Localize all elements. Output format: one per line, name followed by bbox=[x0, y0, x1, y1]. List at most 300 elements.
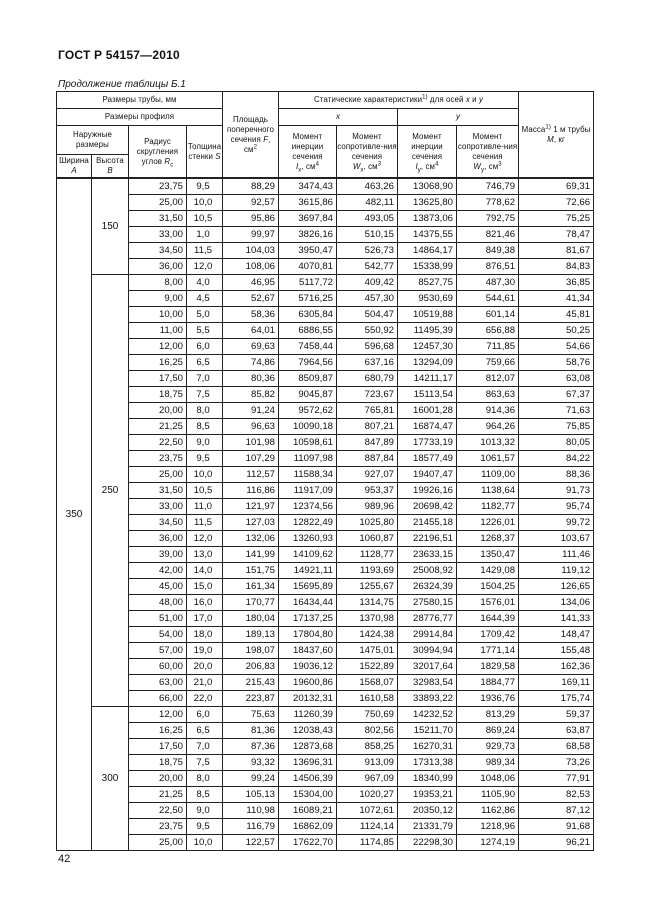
mass-cell: 134,06 bbox=[519, 595, 594, 611]
radius-cell: 22,50 bbox=[129, 435, 187, 451]
wy-cell: 487,30 bbox=[457, 275, 519, 291]
ix-cell: 7458,44 bbox=[279, 339, 337, 355]
mass-cell: 91,68 bbox=[519, 819, 594, 835]
mass-cell: 54,66 bbox=[519, 339, 594, 355]
mass-cell: 36,85 bbox=[519, 275, 594, 291]
radius-cell: 17,50 bbox=[129, 371, 187, 387]
ix-cell: 5716,25 bbox=[279, 291, 337, 307]
table-header bbox=[57, 92, 594, 179]
radius-cell: 48,00 bbox=[129, 595, 187, 611]
area-cell: 93,32 bbox=[223, 755, 279, 771]
table-row bbox=[57, 803, 594, 819]
wy-cell: 1061,57 bbox=[457, 451, 519, 467]
ix-cell: 12822,49 bbox=[279, 515, 337, 531]
table-row bbox=[57, 835, 594, 851]
table-row bbox=[57, 611, 594, 627]
ix-cell: 10598,61 bbox=[279, 435, 337, 451]
wx-cell: 504,47 bbox=[337, 307, 398, 323]
ix-cell: 3615,86 bbox=[279, 195, 337, 211]
iy-cell: 28776,77 bbox=[398, 611, 457, 627]
thickness-cell: 7,0 bbox=[187, 371, 223, 387]
wx-cell: 1025,80 bbox=[337, 515, 398, 531]
header-profile-dims: Размеры профиля bbox=[57, 109, 223, 126]
wx-cell: 463,26 bbox=[337, 178, 398, 195]
mass-cell: 82,53 bbox=[519, 787, 594, 803]
radius-cell: 66,00 bbox=[129, 691, 187, 707]
table-row bbox=[57, 579, 594, 595]
wy-cell: 1709,42 bbox=[457, 627, 519, 643]
ix-cell: 9572,62 bbox=[279, 403, 337, 419]
area-cell: 206,83 bbox=[223, 659, 279, 675]
table-row bbox=[57, 627, 594, 643]
header-area: Площадь поперечного сечения F, $см^2$ bbox=[223, 92, 279, 179]
wx-cell: 1193,69 bbox=[337, 563, 398, 579]
iy-cell: 17313,38 bbox=[398, 755, 457, 771]
wy-cell: 1226,01 bbox=[457, 515, 519, 531]
wy-cell: 656,88 bbox=[457, 323, 519, 339]
iy-cell: 8527,75 bbox=[398, 275, 457, 291]
ix-cell: 15695,89 bbox=[279, 579, 337, 595]
area-cell: 92,57 bbox=[223, 195, 279, 211]
radius-cell: 60,00 bbox=[129, 659, 187, 675]
table-row bbox=[57, 787, 594, 803]
wx-cell: 847,89 bbox=[337, 435, 398, 451]
table-row bbox=[57, 195, 594, 211]
wy-cell: 1182,77 bbox=[457, 499, 519, 515]
iy-cell: 19926,16 bbox=[398, 483, 457, 499]
ix-cell: 16089,21 bbox=[279, 803, 337, 819]
iy-cell: 17733,19 bbox=[398, 435, 457, 451]
mass-cell: 148,47 bbox=[519, 627, 594, 643]
radius-cell: 23,75 bbox=[129, 819, 187, 835]
area-cell: 75,63 bbox=[223, 707, 279, 723]
mass-cell: 50,25 bbox=[519, 323, 594, 339]
area-cell: 189,13 bbox=[223, 627, 279, 643]
wy-cell: 1504,25 bbox=[457, 579, 519, 595]
header-wx: Момент сопротивле-ния сечения $W_x$, $см^3$ bbox=[337, 126, 398, 179]
area-cell: 180,04 bbox=[223, 611, 279, 627]
thickness-cell: 11,0 bbox=[187, 499, 223, 515]
thickness-cell: 10,5 bbox=[187, 483, 223, 499]
header-wy: Момент сопротивле-ния сечения $W_y$, $см^3$ bbox=[457, 126, 519, 179]
table-row bbox=[57, 659, 594, 675]
header-outer-dims: Наружные размеры bbox=[57, 126, 129, 155]
table-row bbox=[57, 531, 594, 547]
mass-cell: 72,66 bbox=[519, 195, 594, 211]
iy-cell: 14864,17 bbox=[398, 243, 457, 259]
area-cell: 107,29 bbox=[223, 451, 279, 467]
width-cell: 350 bbox=[57, 178, 92, 851]
thickness-cell: 6,5 bbox=[187, 355, 223, 371]
iy-cell: 26324,39 bbox=[398, 579, 457, 595]
mass-cell: 63,87 bbox=[519, 723, 594, 739]
header-pipe-dims: Размеры трубы, мм bbox=[57, 92, 223, 109]
area-cell: 223,87 bbox=[223, 691, 279, 707]
radius-cell: 25,00 bbox=[129, 835, 187, 851]
mass-cell: 95,74 bbox=[519, 499, 594, 515]
thickness-cell: 21,0 bbox=[187, 675, 223, 691]
iy-cell: 32983,54 bbox=[398, 675, 457, 691]
wy-cell: 1350,47 bbox=[457, 547, 519, 563]
table-row bbox=[57, 243, 594, 259]
thickness-cell: 9,5 bbox=[187, 451, 223, 467]
area-cell: 127,03 bbox=[223, 515, 279, 531]
wy-cell: 544,61 bbox=[457, 291, 519, 307]
iy-cell: 30994,94 bbox=[398, 643, 457, 659]
thickness-cell: 18,0 bbox=[187, 627, 223, 643]
table-row bbox=[57, 419, 594, 435]
wx-cell: 802,56 bbox=[337, 723, 398, 739]
table-row bbox=[57, 387, 594, 403]
iy-cell: 33893,22 bbox=[398, 691, 457, 707]
thickness-cell: 12,0 bbox=[187, 259, 223, 275]
area-cell: 105,13 bbox=[223, 787, 279, 803]
table-row bbox=[57, 707, 594, 723]
wy-cell: 863,63 bbox=[457, 387, 519, 403]
iy-cell: 14232,52 bbox=[398, 707, 457, 723]
wx-cell: 526,73 bbox=[337, 243, 398, 259]
radius-cell: 23,75 bbox=[129, 178, 187, 195]
table-row bbox=[57, 547, 594, 563]
area-cell: 170,77 bbox=[223, 595, 279, 611]
wy-cell: 989,34 bbox=[457, 755, 519, 771]
wy-cell: 711,85 bbox=[457, 339, 519, 355]
iy-cell: 22196,51 bbox=[398, 531, 457, 547]
area-cell: 99,24 bbox=[223, 771, 279, 787]
wy-cell: 964,26 bbox=[457, 419, 519, 435]
ix-cell: 9045,87 bbox=[279, 387, 337, 403]
wy-cell: 1138,64 bbox=[457, 483, 519, 499]
wy-cell: 1105,90 bbox=[457, 787, 519, 803]
table-row bbox=[57, 259, 594, 275]
wx-cell: 723,67 bbox=[337, 387, 398, 403]
radius-cell: 12,00 bbox=[129, 339, 187, 355]
ix-cell: 14921,11 bbox=[279, 563, 337, 579]
area-cell: 116,79 bbox=[223, 819, 279, 835]
height-cell: 300 bbox=[92, 707, 129, 851]
ix-cell: 12873,68 bbox=[279, 739, 337, 755]
thickness-cell: 7,5 bbox=[187, 387, 223, 403]
ix-cell: 7964,56 bbox=[279, 355, 337, 371]
area-cell: 46,95 bbox=[223, 275, 279, 291]
thickness-cell: 11,5 bbox=[187, 243, 223, 259]
radius-cell: 23,75 bbox=[129, 451, 187, 467]
radius-cell: 57,00 bbox=[129, 643, 187, 659]
mass-cell: 91,73 bbox=[519, 483, 594, 499]
thickness-cell: 12,0 bbox=[187, 531, 223, 547]
wx-cell: 1255,67 bbox=[337, 579, 398, 595]
table-caption: Продолжение таблицы Б.1 bbox=[58, 79, 186, 90]
mass-cell: 73,26 bbox=[519, 755, 594, 771]
table-row bbox=[57, 435, 594, 451]
radius-cell: 33,00 bbox=[129, 227, 187, 243]
mass-cell: 84,83 bbox=[519, 259, 594, 275]
area-cell: 151,75 bbox=[223, 563, 279, 579]
iy-cell: 18340,99 bbox=[398, 771, 457, 787]
area-cell: 91,24 bbox=[223, 403, 279, 419]
ix-cell: 19036,12 bbox=[279, 659, 337, 675]
wx-cell: 542,77 bbox=[337, 259, 398, 275]
wx-cell: 1314,75 bbox=[337, 595, 398, 611]
wx-cell: 1072,61 bbox=[337, 803, 398, 819]
area-cell: 132,06 bbox=[223, 531, 279, 547]
radius-cell: 51,00 bbox=[129, 611, 187, 627]
ix-cell: 3826,16 bbox=[279, 227, 337, 243]
wy-cell: 1429,08 bbox=[457, 563, 519, 579]
wx-cell: 596,68 bbox=[337, 339, 398, 355]
wy-cell: 792,75 bbox=[457, 211, 519, 227]
ix-cell: 16862,09 bbox=[279, 819, 337, 835]
table-row bbox=[57, 515, 594, 531]
area-cell: 215,43 bbox=[223, 675, 279, 691]
ix-cell: 17137,25 bbox=[279, 611, 337, 627]
wx-cell: 1475,01 bbox=[337, 643, 398, 659]
thickness-cell: 19,0 bbox=[187, 643, 223, 659]
thickness-cell: 10,0 bbox=[187, 467, 223, 483]
wx-cell: 1370,98 bbox=[337, 611, 398, 627]
wy-cell: 601,14 bbox=[457, 307, 519, 323]
table-row bbox=[57, 291, 594, 307]
table-row bbox=[57, 275, 594, 291]
area-cell: 52,67 bbox=[223, 291, 279, 307]
thickness-cell: 9,5 bbox=[187, 819, 223, 835]
mass-cell: 67,37 bbox=[519, 387, 594, 403]
radius-cell: 12,00 bbox=[129, 707, 187, 723]
mass-cell: 75,85 bbox=[519, 419, 594, 435]
table-row bbox=[57, 451, 594, 467]
area-cell: 87,36 bbox=[223, 739, 279, 755]
thickness-cell: 4,0 bbox=[187, 275, 223, 291]
radius-cell: 16,25 bbox=[129, 355, 187, 371]
wx-cell: 927,07 bbox=[337, 467, 398, 483]
area-cell: 58,36 bbox=[223, 307, 279, 323]
document-code: ГОСТ Р 54157—2010 bbox=[58, 48, 180, 62]
radius-cell: 21,25 bbox=[129, 419, 187, 435]
wx-cell: 913,09 bbox=[337, 755, 398, 771]
wy-cell: 1576,01 bbox=[457, 595, 519, 611]
thickness-cell: 9,0 bbox=[187, 803, 223, 819]
thickness-cell: 7,5 bbox=[187, 755, 223, 771]
ix-cell: 15304,00 bbox=[279, 787, 337, 803]
mass-cell: 80,05 bbox=[519, 435, 594, 451]
iy-cell: 20698,42 bbox=[398, 499, 457, 515]
area-cell: 99,97 bbox=[223, 227, 279, 243]
iy-cell: 9530,69 bbox=[398, 291, 457, 307]
area-cell: 101,98 bbox=[223, 435, 279, 451]
table-row bbox=[57, 739, 594, 755]
radius-cell: 8,00 bbox=[129, 275, 187, 291]
mass-cell: 69,31 bbox=[519, 178, 594, 195]
ix-cell: 11097,98 bbox=[279, 451, 337, 467]
table-row bbox=[57, 227, 594, 243]
table-row bbox=[57, 755, 594, 771]
header-ix: Момент инерции сечения $I_x$, $см^4$ bbox=[279, 126, 337, 179]
mass-cell: 169,11 bbox=[519, 675, 594, 691]
radius-cell: 10,00 bbox=[129, 307, 187, 323]
mass-cell: 41,34 bbox=[519, 291, 594, 307]
iy-cell: 25008,92 bbox=[398, 563, 457, 579]
wx-cell: 953,37 bbox=[337, 483, 398, 499]
wy-cell: 1109,00 bbox=[457, 467, 519, 483]
mass-cell: 78,47 bbox=[519, 227, 594, 243]
mass-cell: 103,67 bbox=[519, 531, 594, 547]
thickness-cell: 16,0 bbox=[187, 595, 223, 611]
thickness-cell: 10,0 bbox=[187, 835, 223, 851]
radius-cell: 33,00 bbox=[129, 499, 187, 515]
area-cell: 85,82 bbox=[223, 387, 279, 403]
iy-cell: 15113,54 bbox=[398, 387, 457, 403]
mass-cell: 75,25 bbox=[519, 211, 594, 227]
area-cell: 88,29 bbox=[223, 178, 279, 195]
thickness-cell: 8,5 bbox=[187, 787, 223, 803]
wy-cell: 778,62 bbox=[457, 195, 519, 211]
table-row bbox=[57, 403, 594, 419]
radius-cell: 34,50 bbox=[129, 243, 187, 259]
thickness-cell: 1,0 bbox=[187, 227, 223, 243]
height-cell: 150 bbox=[92, 178, 129, 275]
header-iy: Момент инерции сечения $I_y$, $см^4$ bbox=[398, 126, 457, 179]
area-cell: 95,86 bbox=[223, 211, 279, 227]
wx-cell: 765,81 bbox=[337, 403, 398, 419]
header-static-chars: Статические характеристики$^{1)}$ для осей x и y bbox=[279, 92, 519, 109]
wy-cell: 1274,19 bbox=[457, 835, 519, 851]
wx-cell: 637,16 bbox=[337, 355, 398, 371]
thickness-cell: 6,0 bbox=[187, 339, 223, 355]
thickness-cell: 20,0 bbox=[187, 659, 223, 675]
iy-cell: 10519,88 bbox=[398, 307, 457, 323]
radius-cell: 36,00 bbox=[129, 259, 187, 275]
radius-cell: 31,50 bbox=[129, 211, 187, 227]
iy-cell: 13294,09 bbox=[398, 355, 457, 371]
radius-cell: 11,00 bbox=[129, 323, 187, 339]
iy-cell: 20350,12 bbox=[398, 803, 457, 819]
iy-cell: 19407,47 bbox=[398, 467, 457, 483]
iy-cell: 21331,79 bbox=[398, 819, 457, 835]
radius-cell: 45,00 bbox=[129, 579, 187, 595]
radius-cell: 36,00 bbox=[129, 531, 187, 547]
wx-cell: 967,09 bbox=[337, 771, 398, 787]
thickness-cell: 6,0 bbox=[187, 707, 223, 723]
table-row bbox=[57, 467, 594, 483]
mass-cell: 162,36 bbox=[519, 659, 594, 675]
ix-cell: 11588,34 bbox=[279, 467, 337, 483]
wy-cell: 821,46 bbox=[457, 227, 519, 243]
wx-cell: 858,25 bbox=[337, 739, 398, 755]
thickness-cell: 17,0 bbox=[187, 611, 223, 627]
table-row bbox=[57, 371, 594, 387]
mass-cell: 81,67 bbox=[519, 243, 594, 259]
area-cell: 69,63 bbox=[223, 339, 279, 355]
wy-cell: 1218,96 bbox=[457, 819, 519, 835]
wy-cell: 849,38 bbox=[457, 243, 519, 259]
radius-cell: 31,50 bbox=[129, 483, 187, 499]
area-cell: 161,34 bbox=[223, 579, 279, 595]
wy-cell: 1936,76 bbox=[457, 691, 519, 707]
thickness-cell: 13,0 bbox=[187, 547, 223, 563]
ix-cell: 18437,60 bbox=[279, 643, 337, 659]
thickness-cell: 9,0 bbox=[187, 435, 223, 451]
area-cell: 121,97 bbox=[223, 499, 279, 515]
wx-cell: 1174,85 bbox=[337, 835, 398, 851]
ix-cell: 20132,31 bbox=[279, 691, 337, 707]
ix-cell: 10090,18 bbox=[279, 419, 337, 435]
table-row bbox=[57, 595, 594, 611]
thickness-cell: 4,5 bbox=[187, 291, 223, 307]
radius-cell: 22,50 bbox=[129, 803, 187, 819]
table-row bbox=[57, 339, 594, 355]
iy-cell: 21455,18 bbox=[398, 515, 457, 531]
thickness-cell: 7,0 bbox=[187, 739, 223, 755]
ix-cell: 3697,84 bbox=[279, 211, 337, 227]
wx-cell: 680,79 bbox=[337, 371, 398, 387]
iy-cell: 16001,28 bbox=[398, 403, 457, 419]
wx-cell: 550,92 bbox=[337, 323, 398, 339]
radius-cell: 9,00 bbox=[129, 291, 187, 307]
table-row bbox=[57, 307, 594, 323]
iy-cell: 14211,17 bbox=[398, 371, 457, 387]
pipe-dimensions-table bbox=[56, 91, 594, 851]
table-row bbox=[57, 771, 594, 787]
header-thickness: Толщина стенки S bbox=[187, 126, 223, 179]
mass-cell: 119,12 bbox=[519, 563, 594, 579]
wx-cell: 1124,14 bbox=[337, 819, 398, 835]
radius-cell: 17,50 bbox=[129, 739, 187, 755]
radius-cell: 39,00 bbox=[129, 547, 187, 563]
mass-cell: 141,33 bbox=[519, 611, 594, 627]
thickness-cell: 5,5 bbox=[187, 323, 223, 339]
radius-cell: 34,50 bbox=[129, 515, 187, 531]
table-body bbox=[57, 178, 594, 851]
mass-cell: 77,91 bbox=[519, 771, 594, 787]
iy-cell: 13625,80 bbox=[398, 195, 457, 211]
iy-cell: 22298,30 bbox=[398, 835, 457, 851]
iy-cell: 29914,84 bbox=[398, 627, 457, 643]
wx-cell: 750,69 bbox=[337, 707, 398, 723]
table-row bbox=[57, 675, 594, 691]
ix-cell: 17622,70 bbox=[279, 835, 337, 851]
thickness-cell: 11,5 bbox=[187, 515, 223, 531]
area-cell: 116,86 bbox=[223, 483, 279, 499]
table-row bbox=[57, 643, 594, 659]
wy-cell: 1771,14 bbox=[457, 643, 519, 659]
ix-cell: 16434,44 bbox=[279, 595, 337, 611]
mass-cell: 68,58 bbox=[519, 739, 594, 755]
table-row bbox=[57, 483, 594, 499]
ix-cell: 5117,72 bbox=[279, 275, 337, 291]
mass-cell: 99,72 bbox=[519, 515, 594, 531]
wx-cell: 457,30 bbox=[337, 291, 398, 307]
ix-cell: 17804,80 bbox=[279, 627, 337, 643]
table-row bbox=[57, 323, 594, 339]
wy-cell: 1013,32 bbox=[457, 435, 519, 451]
ix-cell: 6886,55 bbox=[279, 323, 337, 339]
height-cell: 250 bbox=[92, 275, 129, 707]
ix-cell: 19600,86 bbox=[279, 675, 337, 691]
area-cell: 80,36 bbox=[223, 371, 279, 387]
ix-cell: 14506,39 bbox=[279, 771, 337, 787]
table-row bbox=[57, 819, 594, 835]
mass-cell: 175,74 bbox=[519, 691, 594, 707]
wy-cell: 746,79 bbox=[457, 178, 519, 195]
thickness-cell: 10,5 bbox=[187, 211, 223, 227]
mass-cell: 126,65 bbox=[519, 579, 594, 595]
radius-cell: 42,00 bbox=[129, 563, 187, 579]
header-radius: Радиус скругления углов $R_с$ bbox=[129, 126, 187, 179]
table-row bbox=[57, 211, 594, 227]
mass-cell: 84,22 bbox=[519, 451, 594, 467]
wy-cell: 869,24 bbox=[457, 723, 519, 739]
table-row bbox=[57, 178, 594, 195]
